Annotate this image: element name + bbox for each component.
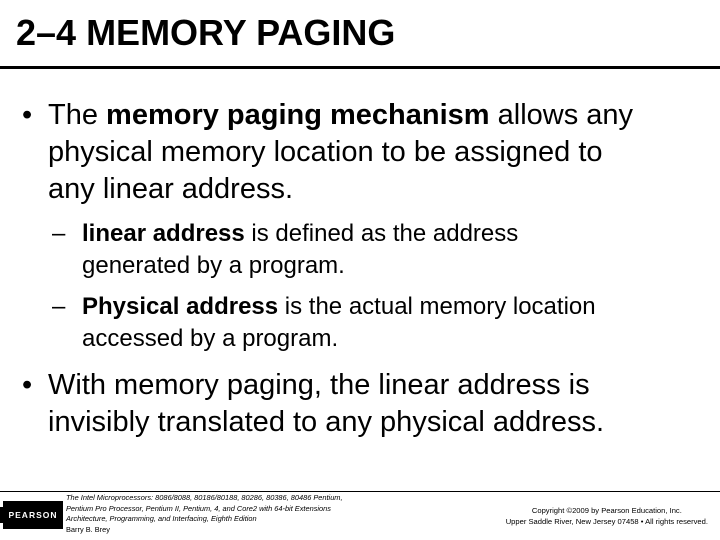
subbullet-line (82, 218, 518, 250)
subbullet-line: accessed by a program. (82, 325, 339, 352)
subbullet-marker: – (52, 293, 66, 320)
subbullet-bold-term: Physical address (82, 293, 279, 320)
title-divider (0, 66, 720, 69)
footer-copyright (506, 505, 708, 527)
subbullet-linear-address (52, 218, 519, 282)
citation-line: Architecture, Programming, and Interfacing, Eighth Edition (66, 514, 257, 523)
subbullet-line: generated by a program. (82, 252, 345, 279)
bullet-paging-mechanism (22, 97, 634, 208)
subbullet-bold-term: linear address (82, 220, 245, 247)
bullet-text: allows any (489, 99, 634, 131)
bullet-text: The (48, 99, 107, 131)
subbullet-marker: – (52, 220, 66, 247)
bullet-translation (22, 367, 605, 441)
subbullet-line (82, 291, 596, 323)
slide-title: 2–4 MEMORY PAGING (16, 12, 396, 53)
footer-divider (0, 491, 720, 492)
footer-citation (66, 493, 343, 535)
citation-line: Pentium Pro Processor, Pentium II, Pentium, 4, and Core2 with 64-bit Extensions (66, 503, 331, 513)
bullet-line: invisibly translated to any physical address. (48, 406, 605, 438)
copyright-line: Upper Saddle River, New Jersey 07458 • All rights reserved. (505, 517, 708, 526)
bullet-bold-term: memory paging mechanism (106, 99, 490, 131)
bullet-marker: • (22, 369, 33, 401)
copyright-line: Copyright ©2009 by Pearson Education, Inc. (531, 506, 682, 515)
citation-author: Barry B. Brey (66, 524, 110, 534)
bullet-line (48, 97, 633, 134)
bullet-line: physical memory location to be assigned to (48, 136, 603, 168)
bullet-line: With memory paging, the linear address is (48, 369, 590, 401)
bullet-marker: • (22, 99, 33, 131)
subbullet-text: is the actual memory location (278, 293, 596, 320)
citation-line: The Intel Microprocessors: 8086/8088, 80186/80188, 80286, 80386, 80486 Pentium, (66, 493, 343, 502)
pearson-logo: PEARSON (3, 501, 63, 529)
bullet-line: any linear address. (48, 173, 294, 205)
subbullet-text: is defined as the address (244, 220, 519, 247)
subbullet-physical-address (52, 291, 596, 355)
